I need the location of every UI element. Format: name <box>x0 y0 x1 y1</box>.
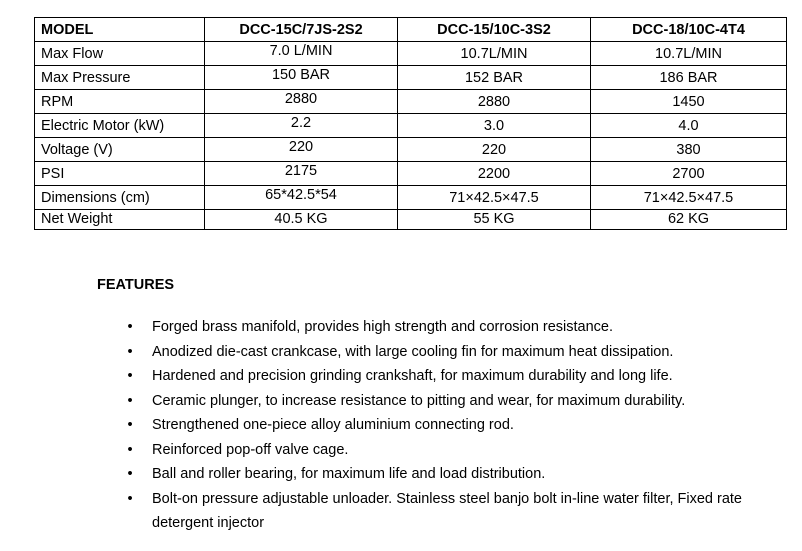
list-item <box>126 389 766 414</box>
table-cell: 7.0 L/MIN <box>205 42 398 66</box>
bullet-icon: • <box>127 441 133 458</box>
table-cell: 152 BAR <box>398 66 591 90</box>
table-cell: 150 BAR <box>205 66 398 90</box>
list-item <box>126 315 766 340</box>
bullet-icon: • <box>127 490 133 507</box>
feature-text: Hardened and precision grinding crankshaft, for maximum durability and long life. <box>152 368 673 384</box>
bullet-icon: • <box>127 392 133 409</box>
table-cell: 2.2 <box>205 114 398 138</box>
row-label: Electric Motor (kW) <box>35 114 205 138</box>
header-model: MODEL <box>35 18 205 42</box>
feature-text: Ball and roller bearing, for maximum life and load distribution. <box>152 466 546 482</box>
row-label: Max Pressure <box>35 66 205 90</box>
bullet-icon: • <box>127 466 133 482</box>
table-cell: 55 KG <box>398 210 591 230</box>
bullet-icon: • <box>127 319 133 335</box>
feature-text: Reinforced pop-off valve cage. <box>152 441 349 458</box>
table-cell: 1450 <box>591 90 787 114</box>
table-cell: 10.7L/MIN <box>398 42 591 66</box>
table-row-electric-motor <box>35 114 787 138</box>
table-cell: 71×42.5×47.5 <box>591 186 787 210</box>
feature-text: Anodized die-cast crankcase, with large cooling fin for maximum heat dissipation. <box>152 343 674 360</box>
table-cell: 40.5 KG <box>205 210 398 230</box>
row-label: Net Weight <box>35 210 205 230</box>
table-cell: 65*42.5*54 <box>205 186 398 210</box>
table-cell: 62 KG <box>591 210 787 230</box>
table-cell: 220 <box>398 138 591 162</box>
row-label: Dimensions (cm) <box>35 186 205 210</box>
feature-text: Bolt-on pressure adjustable unloader. Stainless steel banjo bolt in-line water filter, Fixed rate detergent injector <box>152 490 742 531</box>
table-cell: 10.7L/MIN <box>591 42 787 66</box>
row-label: RPM <box>35 90 205 114</box>
feature-text: Strengthened one-piece alloy aluminium connecting rod. <box>152 417 514 433</box>
header-model-1: DCC-15C/7JS-2S2 <box>205 18 398 42</box>
table-cell: 3.0 <box>398 114 591 138</box>
table-cell: 4.0 <box>591 114 787 138</box>
list-item <box>126 462 766 487</box>
feature-text: Ceramic plunger, to increase resistance to pitting and wear, for maximum durability. <box>152 392 686 409</box>
table-cell: 186 BAR <box>591 66 787 90</box>
row-label: Voltage (V) <box>35 138 205 162</box>
row-label: Max Flow <box>35 42 205 66</box>
table-cell: 380 <box>591 138 787 162</box>
table-row-net-weight <box>35 210 787 230</box>
table-cell: 2175 <box>205 162 398 186</box>
table-cell: 2200 <box>398 162 591 186</box>
list-item <box>126 413 766 438</box>
list-item <box>126 340 766 365</box>
table-cell: 71×42.5×47.5 <box>398 186 591 210</box>
table-row-dimensions <box>35 186 787 210</box>
table-row-voltage <box>35 138 787 162</box>
table-row-rpm <box>35 90 787 114</box>
table-cell: 220 <box>205 138 398 162</box>
table-row-psi <box>35 162 787 186</box>
table-row-max-flow <box>35 42 787 66</box>
features-list <box>126 315 766 536</box>
list-item <box>126 364 766 389</box>
header-model-2: DCC-15/10C-3S2 <box>398 18 591 42</box>
row-label: PSI <box>35 162 205 186</box>
table-cell: 2880 <box>205 90 398 114</box>
bullet-icon: • <box>127 368 133 384</box>
table-cell: 2880 <box>398 90 591 114</box>
list-item <box>126 487 766 536</box>
features-heading: FEATURES <box>97 277 175 293</box>
spec-table <box>34 17 787 230</box>
table-header-row <box>35 18 787 42</box>
header-model-3: DCC-18/10C-4T4 <box>591 18 787 42</box>
list-item <box>126 438 766 463</box>
bullet-icon: • <box>127 343 133 360</box>
feature-text: Forged brass manifold, provides high strength and corrosion resistance. <box>152 319 614 335</box>
bullet-icon: • <box>127 417 133 433</box>
table-row-max-pressure <box>35 66 787 90</box>
table-cell: 2700 <box>591 162 787 186</box>
